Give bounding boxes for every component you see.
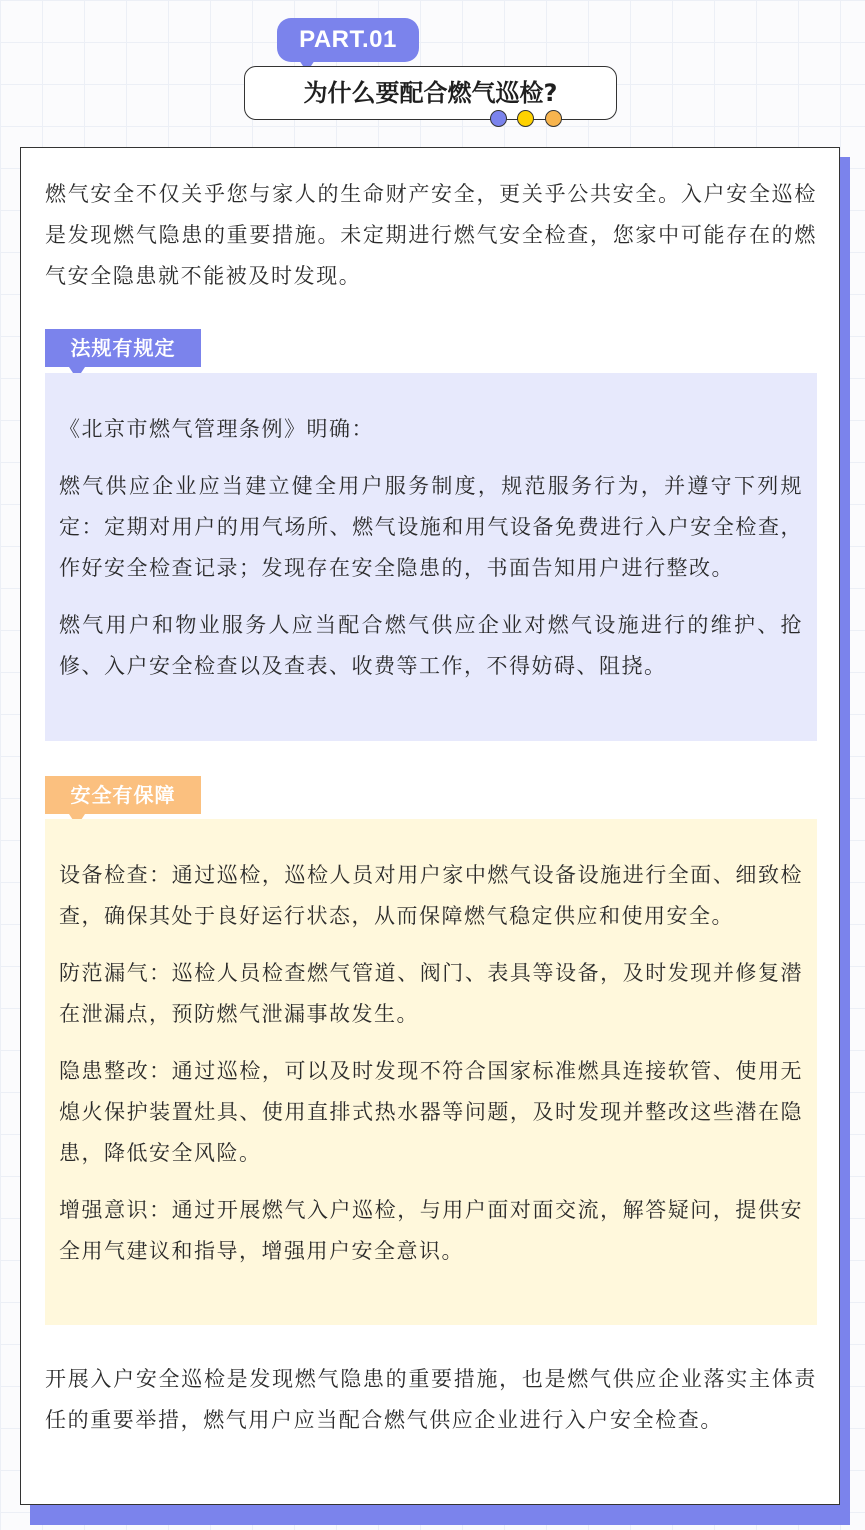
law-section-panel [45, 373, 817, 741]
safety-section-tag: 安全有保障 [45, 776, 201, 814]
safety-paragraph: 设备检查：通过巡检，巡检人员对用户家中燃气设备设施进行全面、细致检查，确保其处于良好运行状态，从而保障燃气稳定供应和使用安全。 [59, 863, 803, 928]
decor-dot-yellow [517, 110, 534, 127]
law-paragraph: 燃气用户和物业服务人应当配合燃气供应企业对燃气设施进行的维护、抢修、入户安全检查以及查表、收费等工作，不得妨碍、阻挠。 [59, 613, 803, 678]
intro-paragraph: 燃气安全不仅关乎您与家人的生命财产安全，更关乎公共安全。入户安全巡检是发现燃气隐患的重要措施。未定期进行燃气安全检查，您家中可能存在的燃气安全隐患就不能被及时发现。 [45, 182, 817, 288]
section-title: 为什么要配合燃气巡检? [244, 66, 617, 120]
law-paragraph: 燃气供应企业应当建立健全用户服务制度，规范服务行为，并遵守下列规定：定期对用户的用气场所、燃气设施和用气设备免费进行入户安全检查，作好安全检查记录；发现存在安全隐患的，书面告知用户进行整改。 [59, 474, 803, 580]
safety-section-panel [45, 819, 817, 1325]
safety-paragraph: 增强意识：通过开展燃气入户巡检，与用户面对面交流，解答疑问，提供安全用气建议和指导，增强用户安全意识。 [59, 1198, 803, 1263]
decor-dot-purple [490, 110, 507, 127]
safety-paragraph: 防范漏气：巡检人员检查燃气管道、阀门、表具等设备，及时发现并修复潜在泄漏点，预防燃气泄漏事故发生。 [59, 961, 803, 1026]
law-paragraph: 《北京市燃气管理条例》明确： [59, 417, 374, 441]
part-badge: PART.01 [277, 18, 419, 62]
safety-paragraph: 隐患整改：通过巡检，可以及时发现不符合国家标准燃具连接软管、使用无熄火保护装置灶具、使用直排式热水器等问题，及时发现并整改这些潜在隐患，降低安全风险。 [59, 1059, 803, 1165]
closing-paragraph: 开展入户安全巡检是发现燃气隐患的重要措施，也是燃气供应企业落实主体责任的重要举措，燃气用户应当配合燃气供应企业进行入户安全检查。 [45, 1367, 817, 1432]
content-card [20, 147, 840, 1505]
section-header [0, 0, 865, 140]
law-section-tag: 法规有规定 [45, 329, 201, 367]
decor-dot-orange [545, 110, 562, 127]
